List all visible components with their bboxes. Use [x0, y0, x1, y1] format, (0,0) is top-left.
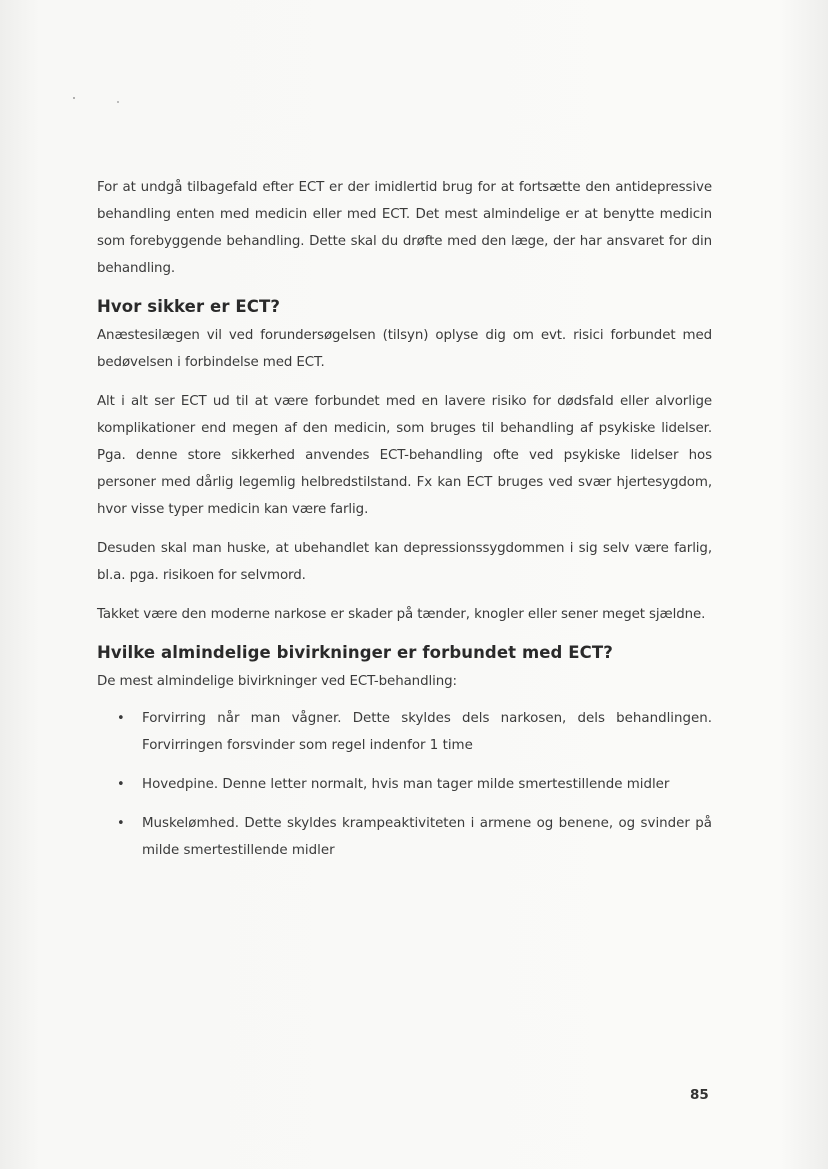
heading-side-effects: Hvilke almindelige bivirkninger er forbundet med ECT?	[97, 643, 613, 662]
bullet-icon: •	[117, 777, 125, 792]
paragraph-safety-2: Alt i alt ser ECT ud til at være forbundet med en lavere risiko for dødsfald eller alvorlige komplikationer end megen af den medicin, som bruges til behandling af psykiske lidelser. Pga. denne store sikkerhed anvendes ECT-behandling ofte ved psykiske lidelser hos personer med dårlig legemlig helbredstilstand. Fx kan ECT bruges ved svær hjertesygdom, hvor visse typer medicin kan være farlig.	[97, 394, 712, 517]
paragraph-safety-3: Desuden skal man huske, at ubehandlet kan depressionssygdommen i sig selv være farlig, bl.a. pga. risikoen for selvmord.	[97, 541, 712, 583]
list-item	[97, 771, 712, 798]
paragraph-intro: For at undgå tilbagefald efter ECT er der imidlertid brug for at fortsætte den antidepressive behandling enten med medicin eller med ECT. Det mest almindelige er at benytte medicin som forebyggende behandling. Dette skal du drøfte med den læge, der har ansvaret for din behandling.	[97, 180, 712, 276]
page-number: 85	[690, 1087, 709, 1103]
list-item-text: Forvirring når man vågner. Dette skyldes dels narkosen, dels behandlingen. Forvirringen forsvinder som regel indenfor 1 time	[142, 711, 712, 753]
list-item	[97, 705, 712, 759]
scan-speck	[117, 101, 119, 103]
list-item-text: Muskelømhed. Dette skyldes krampeaktiviteten i armene og benene, og svinder på milde smertestillende midler	[142, 816, 712, 858]
paragraph-side-effects-intro: De mest almindelige bivirkninger ved ECT-behandling:	[97, 674, 457, 689]
heading-safety: Hvor sikker er ECT?	[97, 297, 281, 316]
paragraph-safety-4: Takket være den moderne narkose er skader på tænder, knogler eller sener meget sjældne.	[97, 607, 706, 622]
page-content	[97, 174, 712, 876]
bullet-icon: •	[117, 711, 125, 726]
paragraph-safety-1: Anæstesilægen vil ved forundersøgelsen (tilsyn) oplyse dig om evt. risici forbundet med bedøvelsen i forbindelse med ECT.	[97, 328, 712, 370]
bullet-icon: •	[117, 816, 125, 831]
scan-speck	[73, 97, 75, 99]
side-effects-list	[97, 705, 712, 864]
list-item	[97, 810, 712, 864]
list-item-text: Hovedpine. Denne letter normalt, hvis man tager milde smertestillende midler	[142, 777, 670, 792]
